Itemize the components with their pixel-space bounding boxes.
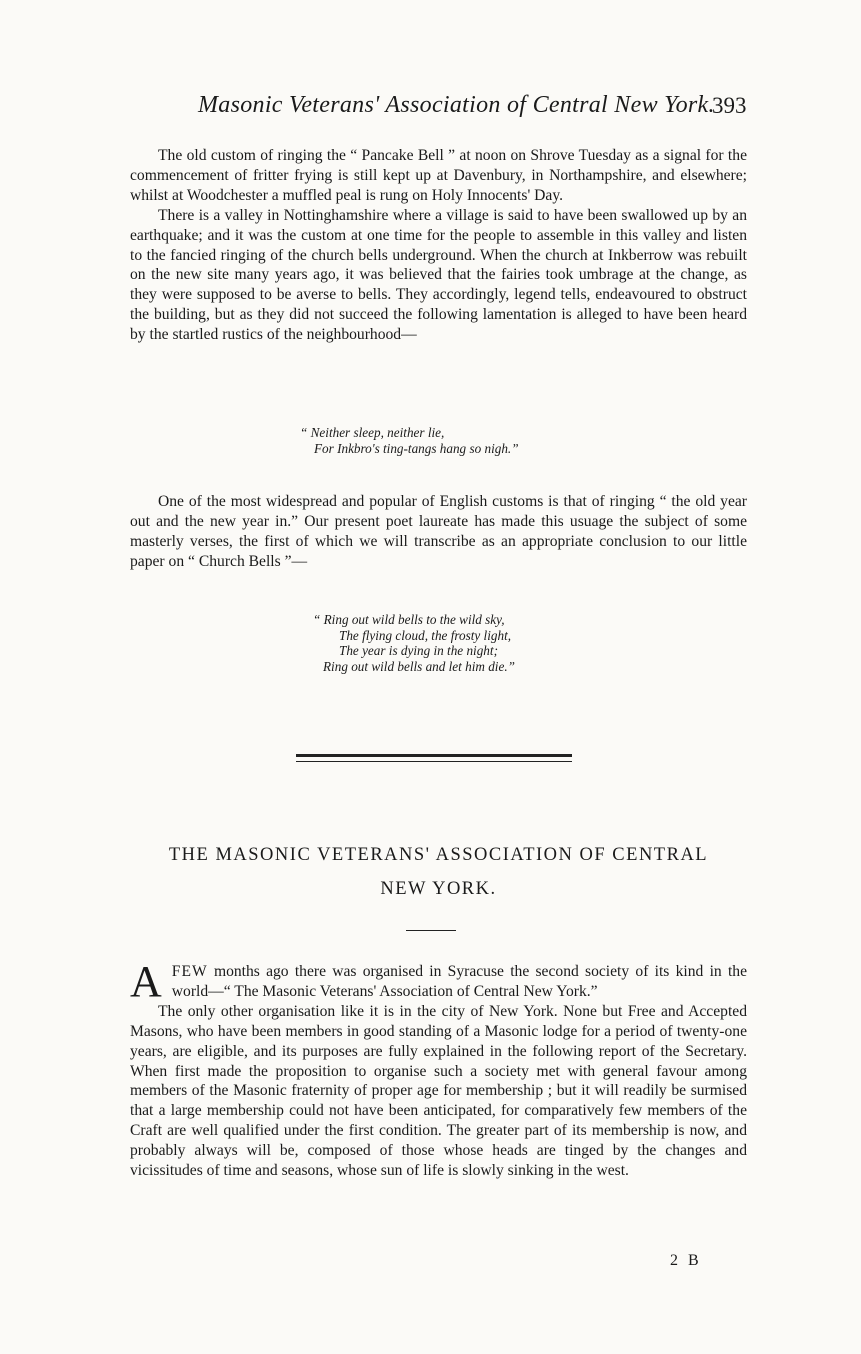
section2-text — [130, 492, 747, 572]
signature-mark: 2 B — [670, 1252, 702, 1269]
article-title-line1: THE MASONIC VETERANS' ASSOCIATION OF CENTRAL — [168, 845, 709, 865]
first-paragraph-text: months ago there was organised in Syracuse the second society of its kind in the world—“ The Masonic Veterans' Association of Central New York.” — [171, 963, 747, 1000]
verse-inkberrow — [300, 425, 519, 456]
first-words: FEW — [171, 963, 208, 980]
article-body — [130, 957, 747, 1181]
article-first-paragraph — [130, 957, 747, 1006]
section-divider-thick — [296, 754, 572, 757]
section1-text — [130, 146, 747, 345]
verse-line: “ Ring out wild bells to the wild sky, — [313, 612, 505, 627]
running-title: Masonic Veterans' Association of Central New York. — [198, 92, 715, 118]
paragraph-church-bells: One of the most widespread and popular of English customs is that of ringing “ the old year out and the new year in.” Our present poet laureate has made this usuage the subject of some masterly verses, the first of which we will transcribe as an appropriate conclusion to our little paper on “ Church Bells ”— — [130, 493, 747, 570]
page-number: 393 — [712, 93, 747, 118]
drop-cap: A — [130, 957, 162, 1006]
article-title-line2: NEW YORK. — [380, 879, 497, 899]
title-divider — [406, 930, 456, 931]
article-second-paragraph: The only other organisation like it is in the city of New York. None but Free and Accepted Masons, who have been members in good standing of a Masonic lodge for a period of twenty-one years, are eligible, and its purposes are fully explained in the following report of the Secretary. When first made the proposition to organise such a society met with general favour among members of the Masonic fraternity of proper age for membership ; but it will readily be surmised that a large membership could not have been anticipated, for comparatively few members of the Craft are well qualified under the first condition. The greater part of its membership is now, and probably always will be, composed of those whose heads are tinged by the changes and vicissitudes of time and seasons, whose sun of life is slowly sinking in the west. — [130, 1002, 747, 1180]
verse-line: The flying cloud, the frosty light, — [339, 627, 512, 643]
article-title — [130, 838, 747, 906]
verse-line: The year is dying in the night; — [339, 643, 498, 658]
verse-ring-out — [313, 612, 515, 674]
paragraph-inkberrow: There is a valley in Nottinghamshire where a village is said to have been swallowed up by an earthquake; and it was the custom at one time for the people to assemble in this valley and listen to the fancied ringing of the church bells underground. When the church at Inkberrow was rebuilt on the new site many years ago, it was believed that the fairies took umbrage at the change, as they were supposed to be averse to bells. They accordingly, legend tells, endeavoured to obstruct the building, but as they did not succeed the following lamentation is alleged to have been heard by the startled rustics of the neighbourhood— — [130, 206, 747, 344]
verse-line: Ring out wild bells and let him die.” — [323, 658, 515, 674]
running-head — [0, 92, 861, 128]
verse-line: For Inkbro's ting-tangs hang so nigh.” — [314, 440, 519, 456]
paragraph-pancake-bell: The old custom of ringing the “ Pancake Bell ” at noon on Shrove Tuesday as a signal for the commencement of fritter frying is still kept up at Davenbury, in Northampshire, and elsewhere; whilst at Woodchester a muffled peal is rung on Holy Innocents' Day. — [130, 147, 747, 204]
verse-line: “ Neither sleep, neither lie, — [300, 425, 445, 440]
section-divider-thin — [296, 761, 572, 762]
